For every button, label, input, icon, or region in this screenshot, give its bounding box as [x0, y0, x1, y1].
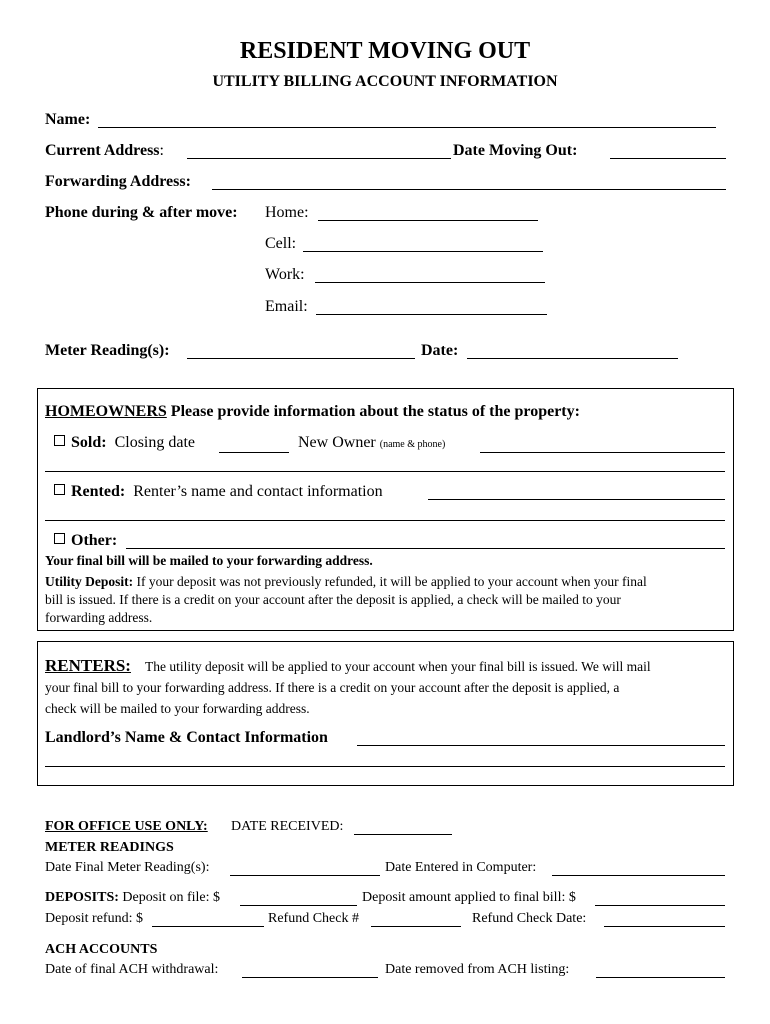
renters-text-1: The utility deposit will be applied to your account when your final bill is issued. We will mail [145, 659, 651, 674]
ach-withdrawal-label: Date of final ACH withdrawal: [45, 962, 219, 977]
page-subtitle: UTILITY BILLING ACCOUNT INFORMATION [212, 73, 558, 90]
ach-removed-label: Date removed from ACH listing: [385, 962, 570, 977]
landlord-label: Landlord’s Name & Contact Information [45, 729, 328, 746]
date-entered-label: Date Entered in Computer: [385, 860, 537, 875]
final-bill-note: Your final bill will be mailed to your forwarding address. [45, 553, 373, 568]
deposit-refund-label: Deposit refund: $ [45, 911, 143, 926]
renter-info-field-line2[interactable] [45, 520, 725, 521]
date-moving-out-label: Date Moving Out: [453, 142, 578, 159]
other-option: Other: [54, 532, 117, 550]
utility-deposit-text: Utility Deposit: If your deposit was not previously refunded, it will be applied to your account when your final [45, 574, 647, 589]
new-owner-field-line2[interactable] [45, 471, 725, 472]
current-address-field[interactable] [187, 158, 451, 159]
date-received-field[interactable] [354, 834, 452, 835]
refund-check-date-field[interactable] [604, 926, 725, 927]
ach-withdrawal-field[interactable] [242, 977, 378, 978]
deposit-on-file-field[interactable] [240, 905, 357, 906]
meter-date-field[interactable] [467, 358, 678, 359]
meter-reading-field[interactable] [187, 358, 415, 359]
meter-date-label: Date: [421, 342, 459, 359]
deposit-refund-field[interactable] [152, 926, 264, 927]
refund-check-label: Refund Check # [268, 911, 359, 926]
meter-reading-label: Meter Reading(s): [45, 342, 170, 359]
utility-deposit-text-3: forwarding address. [45, 610, 153, 625]
work-phone-label: Work: [265, 266, 305, 283]
cell-phone-field[interactable] [303, 251, 543, 252]
ach-removed-field[interactable] [596, 977, 725, 978]
homeowners-heading: HOMEOWNERS Please provide information about the status of the property: [45, 403, 580, 420]
date-entered-field[interactable] [552, 875, 725, 876]
email-field[interactable] [316, 314, 547, 315]
cell-phone-label: Cell: [265, 235, 297, 252]
date-received-label: DATE RECEIVED: [231, 819, 344, 834]
forwarding-address-field[interactable] [212, 189, 726, 190]
deposit-applied-label: Deposit amount applied to final bill: $ [362, 890, 576, 905]
renters-text-3: check will be mailed to your forwarding address. [45, 701, 310, 716]
deposit-applied-field[interactable] [595, 905, 725, 906]
refund-check-date-label: Refund Check Date: [472, 911, 587, 926]
office-use-heading: FOR OFFICE USE ONLY: [45, 819, 208, 834]
closing-date-field[interactable] [219, 452, 289, 453]
final-meter-reading-label: Date Final Meter Reading(s): [45, 860, 210, 875]
refund-check-field[interactable] [371, 926, 461, 927]
sold-checkbox[interactable] [54, 435, 65, 446]
renters-heading: RENTERS: [45, 656, 131, 675]
work-phone-field[interactable] [315, 282, 545, 283]
home-phone-field[interactable] [318, 220, 538, 221]
utility-deposit-text-2: bill is issued. If there is a credit on your account after the deposit is applied, a check will be mailed to your [45, 592, 621, 607]
meter-readings-heading: METER READINGS [45, 840, 174, 855]
other-field[interactable] [126, 548, 725, 549]
rented-checkbox[interactable] [54, 484, 65, 495]
ach-heading: ACH ACCOUNTS [45, 942, 158, 957]
home-phone-label: Home: [265, 204, 309, 221]
forwarding-address-label: Forwarding Address: [45, 173, 191, 190]
current-address-label: Current Address: [45, 142, 164, 159]
page-title: RESIDENT MOVING OUT [239, 38, 531, 64]
name-label: Name: [45, 111, 91, 128]
new-owner-field[interactable] [480, 452, 725, 453]
name-field[interactable] [98, 127, 716, 128]
final-meter-reading-field[interactable] [230, 875, 380, 876]
new-owner-label: New Owner (name & phone) [298, 434, 446, 451]
renters-text-2: your final bill to your forwarding address. If there is a credit on your account after the deposit is applied, a [45, 680, 620, 695]
landlord-field[interactable] [357, 745, 725, 746]
sold-option: Sold: Closing date [54, 434, 195, 452]
rented-option: Rented: Renter’s name and contact information [54, 483, 383, 501]
phone-label: Phone during & after move: [45, 204, 238, 221]
deposit-on-file-label: DEPOSITS: Deposit on file: $ [45, 890, 221, 905]
email-label: Email: [265, 298, 308, 315]
landlord-field-line2[interactable] [45, 766, 725, 767]
other-checkbox[interactable] [54, 533, 65, 544]
date-moving-out-field[interactable] [610, 158, 726, 159]
renter-info-field[interactable] [428, 499, 725, 500]
